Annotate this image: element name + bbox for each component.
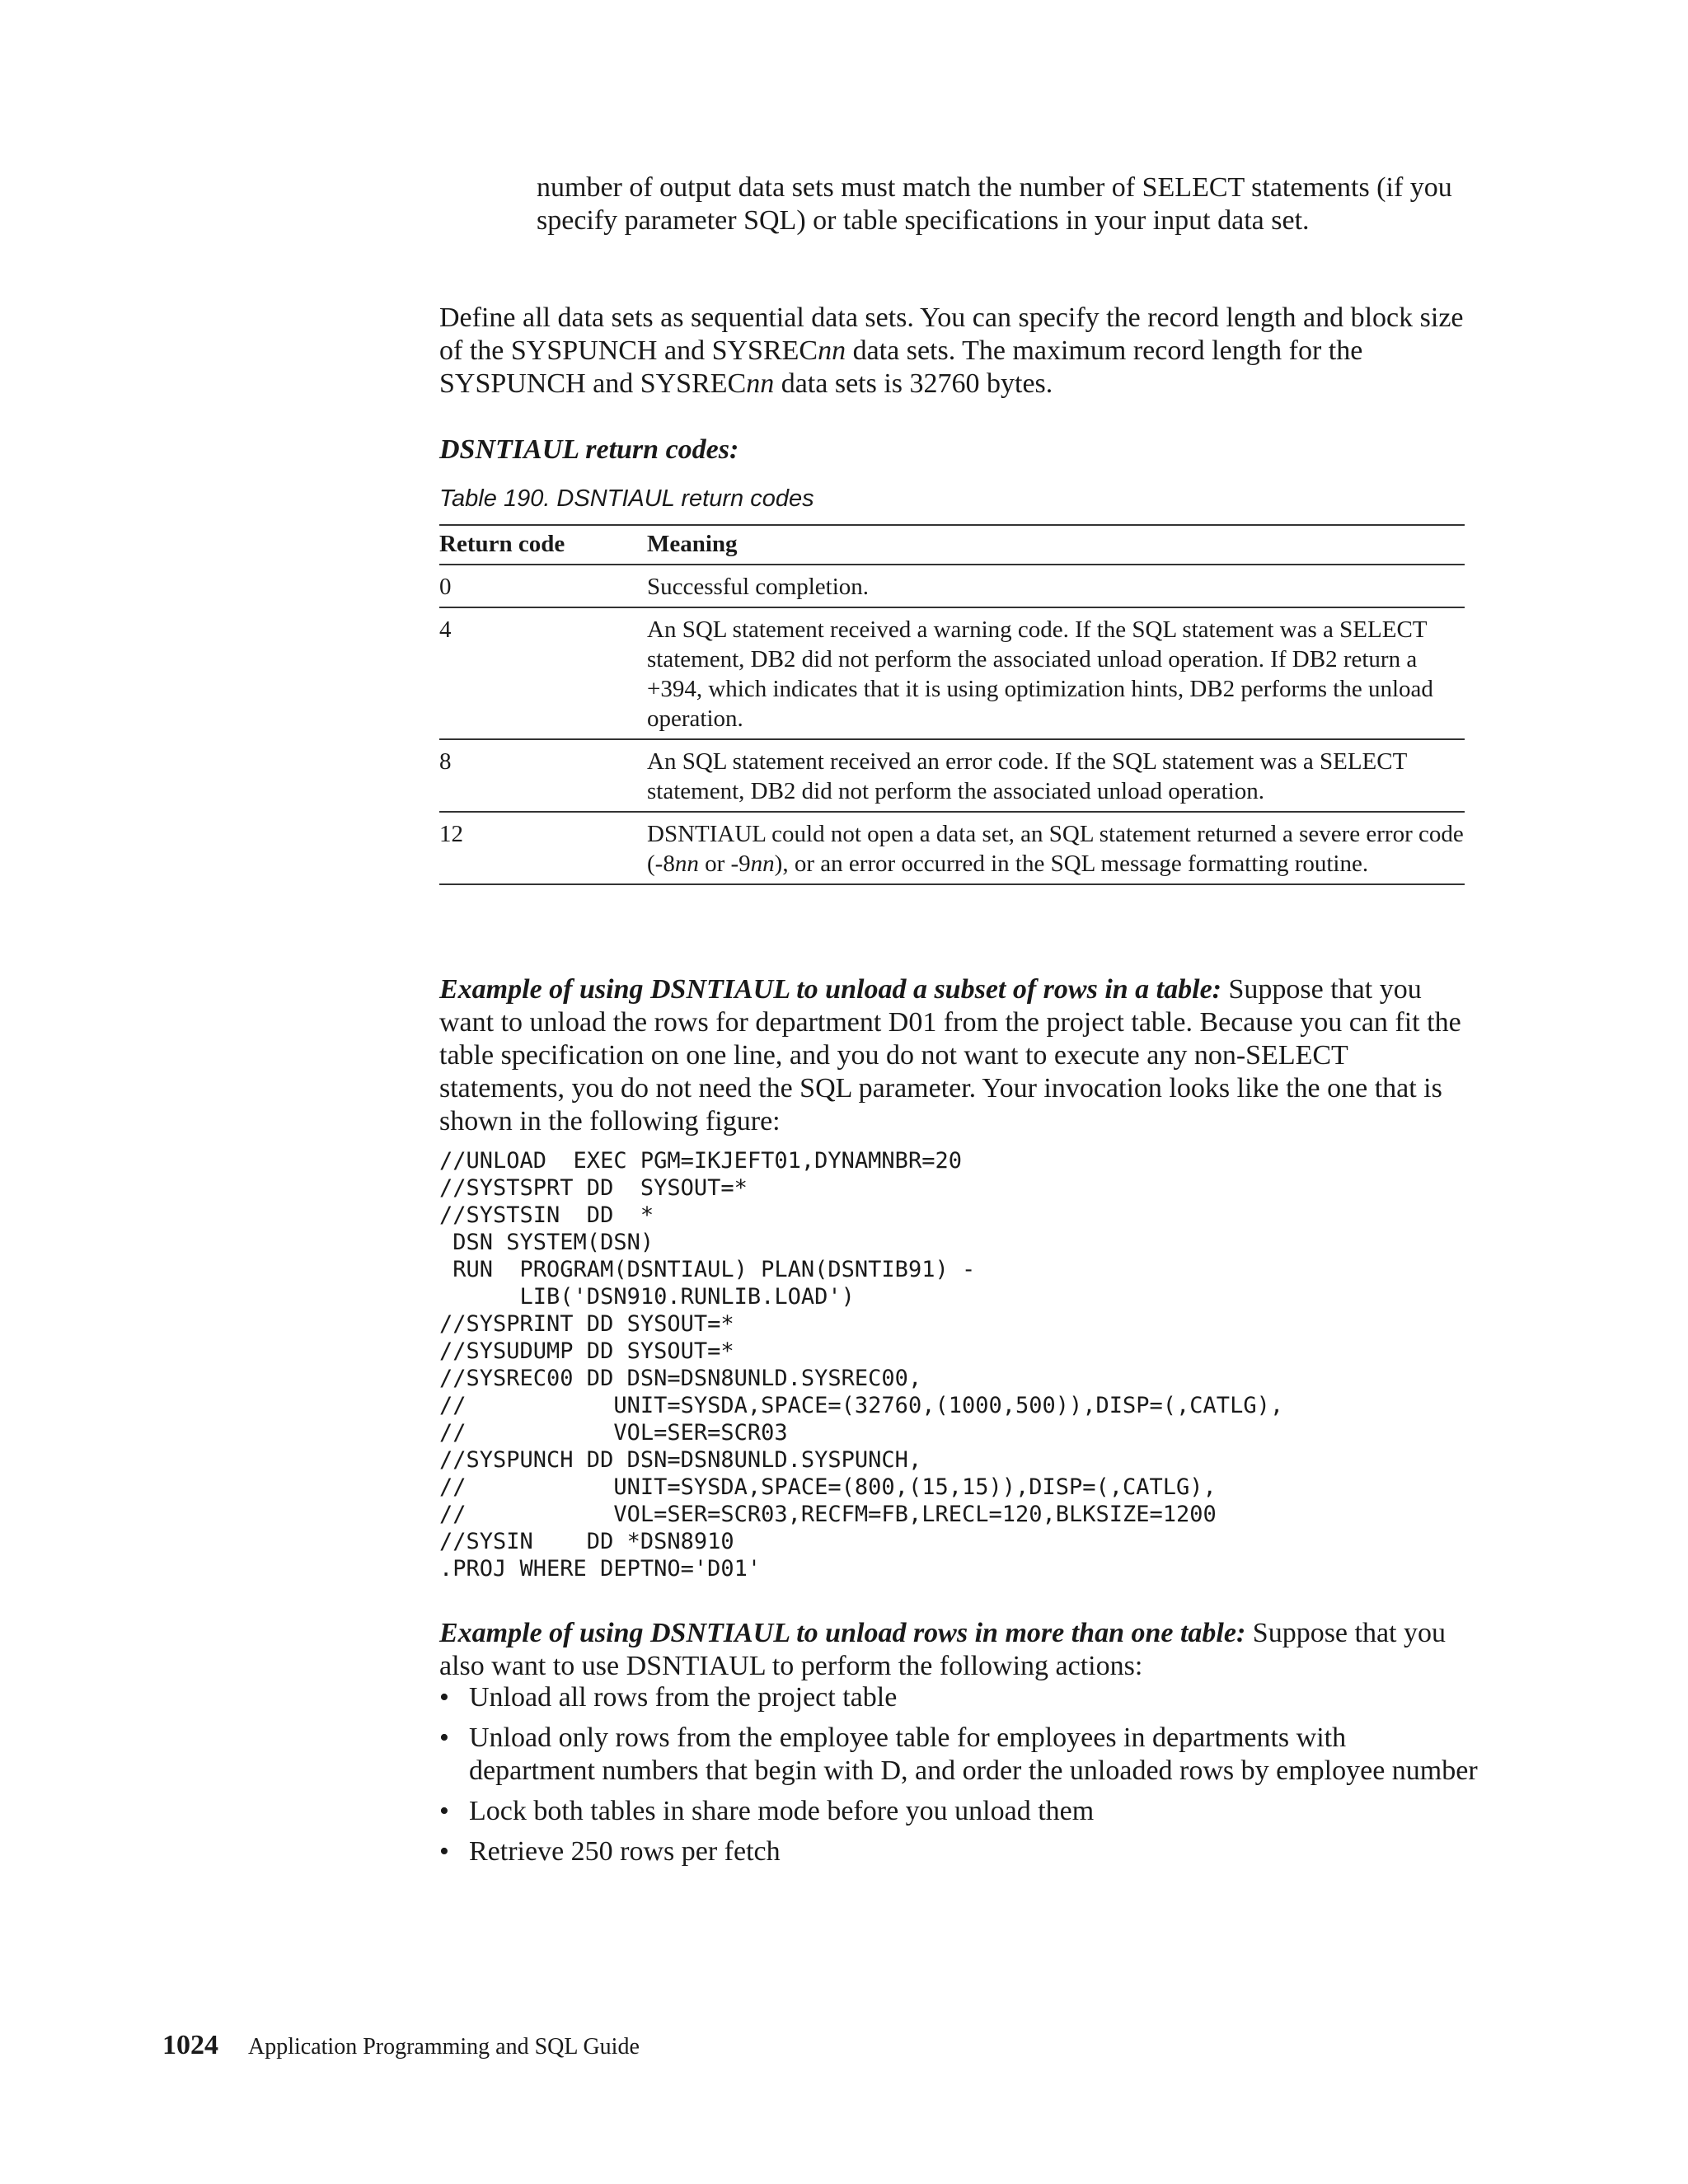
table-row [439,812,1465,884]
example2-paragraph [439,1617,1478,1683]
cell-meaning: An SQL statement received an error code. If the SQL statement was a SELECT statement, DB2 did not perform the associated unload operation. [647,739,1465,812]
define-nn-2: nn [746,368,775,399]
bullet-icon: • [439,1722,449,1753]
cell-meaning: An SQL statement received a warning code. If the SQL statement was a SELECT statement, DB2 did not perform the associated unload operation. If DB2 return a +394, which indicates that it is using optimization hints, DB2 performs the unload operation. [647,607,1465,739]
define-text-3: data sets is 32760 bytes. [774,368,1053,399]
cell-meaning [647,812,1465,884]
page-number: 1024 [162,2030,218,2060]
page-footer [162,2029,640,2064]
define-datasets-paragraph [439,302,1478,401]
list-item-text: Retrieve 250 rows per fetch [469,1836,781,1867]
bullet-icon: • [439,1836,449,1867]
define-nn-1: nn [818,335,846,366]
book-title: Application Programming and SQL Guide [248,2034,640,2060]
actions-bullet-list [439,1681,1478,1876]
example1-paragraph [439,973,1478,1138]
jcl-code-example: //UNLOAD EXEC PGM=IKJEFT01,DYNAMNBR=20 //SYSTSPRT DD SYSOUT=* //SYSTSIN DD * DSN SYSTEM(DSN) RUN PROGRAM(DSNTIAUL) PLAN(DSNTIB91) - LIB('DSN910.RUNLIB.LOAD') //SYSPRINT DD SYSOUT=* //SYSUDUMP DD SYSOUT=* //SYSREC00 DD DSN=DSN8UNLD.SYSREC00, // UNIT=SYSDA,SPACE=(32760,(1000,500)),DISP=(,CATLG), // VOL=SER=SCR03 //SYSPUNCH DD DSN=DSN8UNLD.SYSPUNCH, // UNIT=SYSDA,SPACE=(800,(15,15)),DISP=(,CATLG), // VOL=SER=SCR03,RECFM=FB,LRECL=120,BLKSIZE=1200 //SYSIN DD *DSN8910 .PROJ WHERE DEPTNO='D01' [439,1148,1284,1582]
meaning-nn-1: nn [674,851,699,877]
cell-code: 0 [439,565,647,607]
list-item [439,1835,1478,1868]
example2-text: Suppose that you also want to use DSNTIAUL to perform the following actions: [439,1618,1446,1681]
cell-meaning: Successful completion. [647,565,1465,607]
intro-text: number of output data sets must match the number of SELECT statements (if you specify parameter SQL) or table specifications in your input data set. [537,172,1452,236]
meaning-part-b: or -9 [698,851,751,877]
list-item [439,1722,1478,1788]
cell-code: 8 [439,739,647,812]
bullet-icon: • [439,1796,449,1826]
bullet-icon: • [439,1682,449,1713]
example2-run-in-heading: Example of using DSNTIAUL to unload rows in more than one table: [439,1618,1246,1648]
table-row [439,565,1465,607]
table-row [439,739,1465,812]
example1-text: Suppose that you want to unload the rows for department D01 from the project table. Because you can fit the table specification on one line, and you do not want to execute any non-SELECT statements, you do not need the SQL parameter. Your invocation looks like the one that is shown in the following figure: [439,974,1461,1137]
example1-run-in-heading: Example of using DSNTIAUL to unload a subset of rows in a table: [439,974,1221,1005]
table-caption: Table 190. DSNTIAUL return codes [439,485,814,512]
meaning-part-c: ), or an error occurred in the SQL message formatting routine. [774,851,1369,877]
table-header-row [439,525,1465,565]
define-text-1: Define all data sets as sequential data sets. You can specify the record length and block size of the SYSPUNCH and SYSREC [439,302,1464,366]
table-row [439,607,1465,739]
header-meaning: Meaning [647,525,1465,565]
meaning-nn-2: nn [750,851,775,877]
header-return-code: Return code [439,525,647,565]
intro-paragraph [537,171,1476,237]
define-text-2: data sets. The maximum record length for the SYSPUNCH and SYSREC [439,335,1363,399]
list-item [439,1681,1478,1714]
return-codes-table [439,524,1465,885]
cell-code: 4 [439,607,647,739]
list-item [439,1795,1478,1828]
cell-code: 12 [439,812,647,884]
list-item-text: Unload all rows from the project table [469,1682,898,1713]
return-codes-heading: DSNTIAUL return codes: [439,434,739,465]
meaning-part-a: DSNTIAUL could not open a data set, an SQL statement returned a severe error code (-8 [647,821,1464,877]
list-item-text: Lock both tables in share mode before you unload them [469,1796,1095,1826]
list-item-text: Unload only rows from the employee table for employees in departments with department numbers that begin with D, and order the unloaded rows by employee number [469,1722,1478,1786]
